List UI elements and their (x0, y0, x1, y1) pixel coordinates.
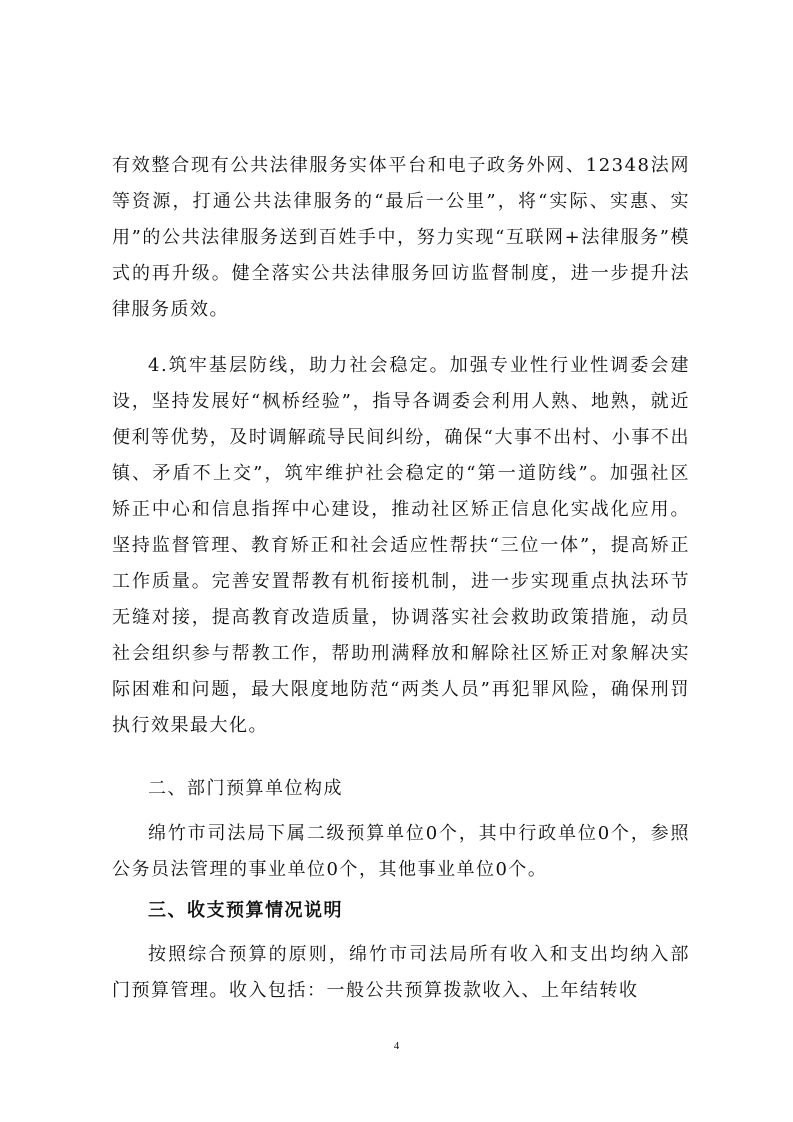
page-number: 4 (393, 1040, 400, 1052)
section-3-body-block (112, 937, 690, 1009)
section-2-body-block (112, 816, 690, 888)
section-2-heading: 二、部门预算单位构成 (148, 778, 343, 799)
paragraph-4-block (112, 348, 690, 744)
section-3-body: 按照综合预算的原则，绵竹市司法局所有收入和支出均纳入部门预算管理。收入包括：一般公共预算拨款收入、上年结转收 (112, 944, 690, 1001)
paragraph-continuation: 有效整合现有公共法律服务实体平台和电子政务外网、12348法网等资源，打通公共法律服务的“最后一公里”，将“实际、实惠、实用”的公共法律服务送到百姓手中，努力实现“互联网+法律服务”模式的再升级。健全落实公共法律服务回访监督制度，进一步提升法律服务质效。 (112, 155, 690, 320)
section-3-heading: 三、收支预算情况说明 (148, 900, 343, 921)
section-2-body: 绵竹市司法局下属二级预算单位0个，其中行政单位0个，参照公务员法管理的事业单位0个，其他事业单位0个。 (112, 823, 690, 880)
paragraph-continuation-block (112, 148, 690, 328)
paragraph-4: 4.筑牢基层防线，助力社会稳定。加强专业性行业性调委会建设，坚持发展好“枫桥经验”，指导各调委会利用人熟、地熟，就近便利等优势，及时调解疏导民间纠纷，确保“大事不出村、小事不出镇、矛盾不上交”，筑牢维护社会稳定的“第一道防线”。加强社区矫正中心和信息指挥中心建设，推动社区矫正信息化实战化应用。坚持监督管理、教育矫正和社会适应性帮扶“三位一体”，提高矫正工作质量。完善安置帮教有机衔接机制，进一步实现重点执法环节无缝对接，提高教育改造质量，协调落实社会救助政策措施，动员社会组织参与帮教工作，帮助刑满释放和解除社区矫正对象解决实际困难和问题，最大限度地防范“两类人员”再犯罪风险，确保刑罚执行效果最大化。 (112, 355, 690, 736)
